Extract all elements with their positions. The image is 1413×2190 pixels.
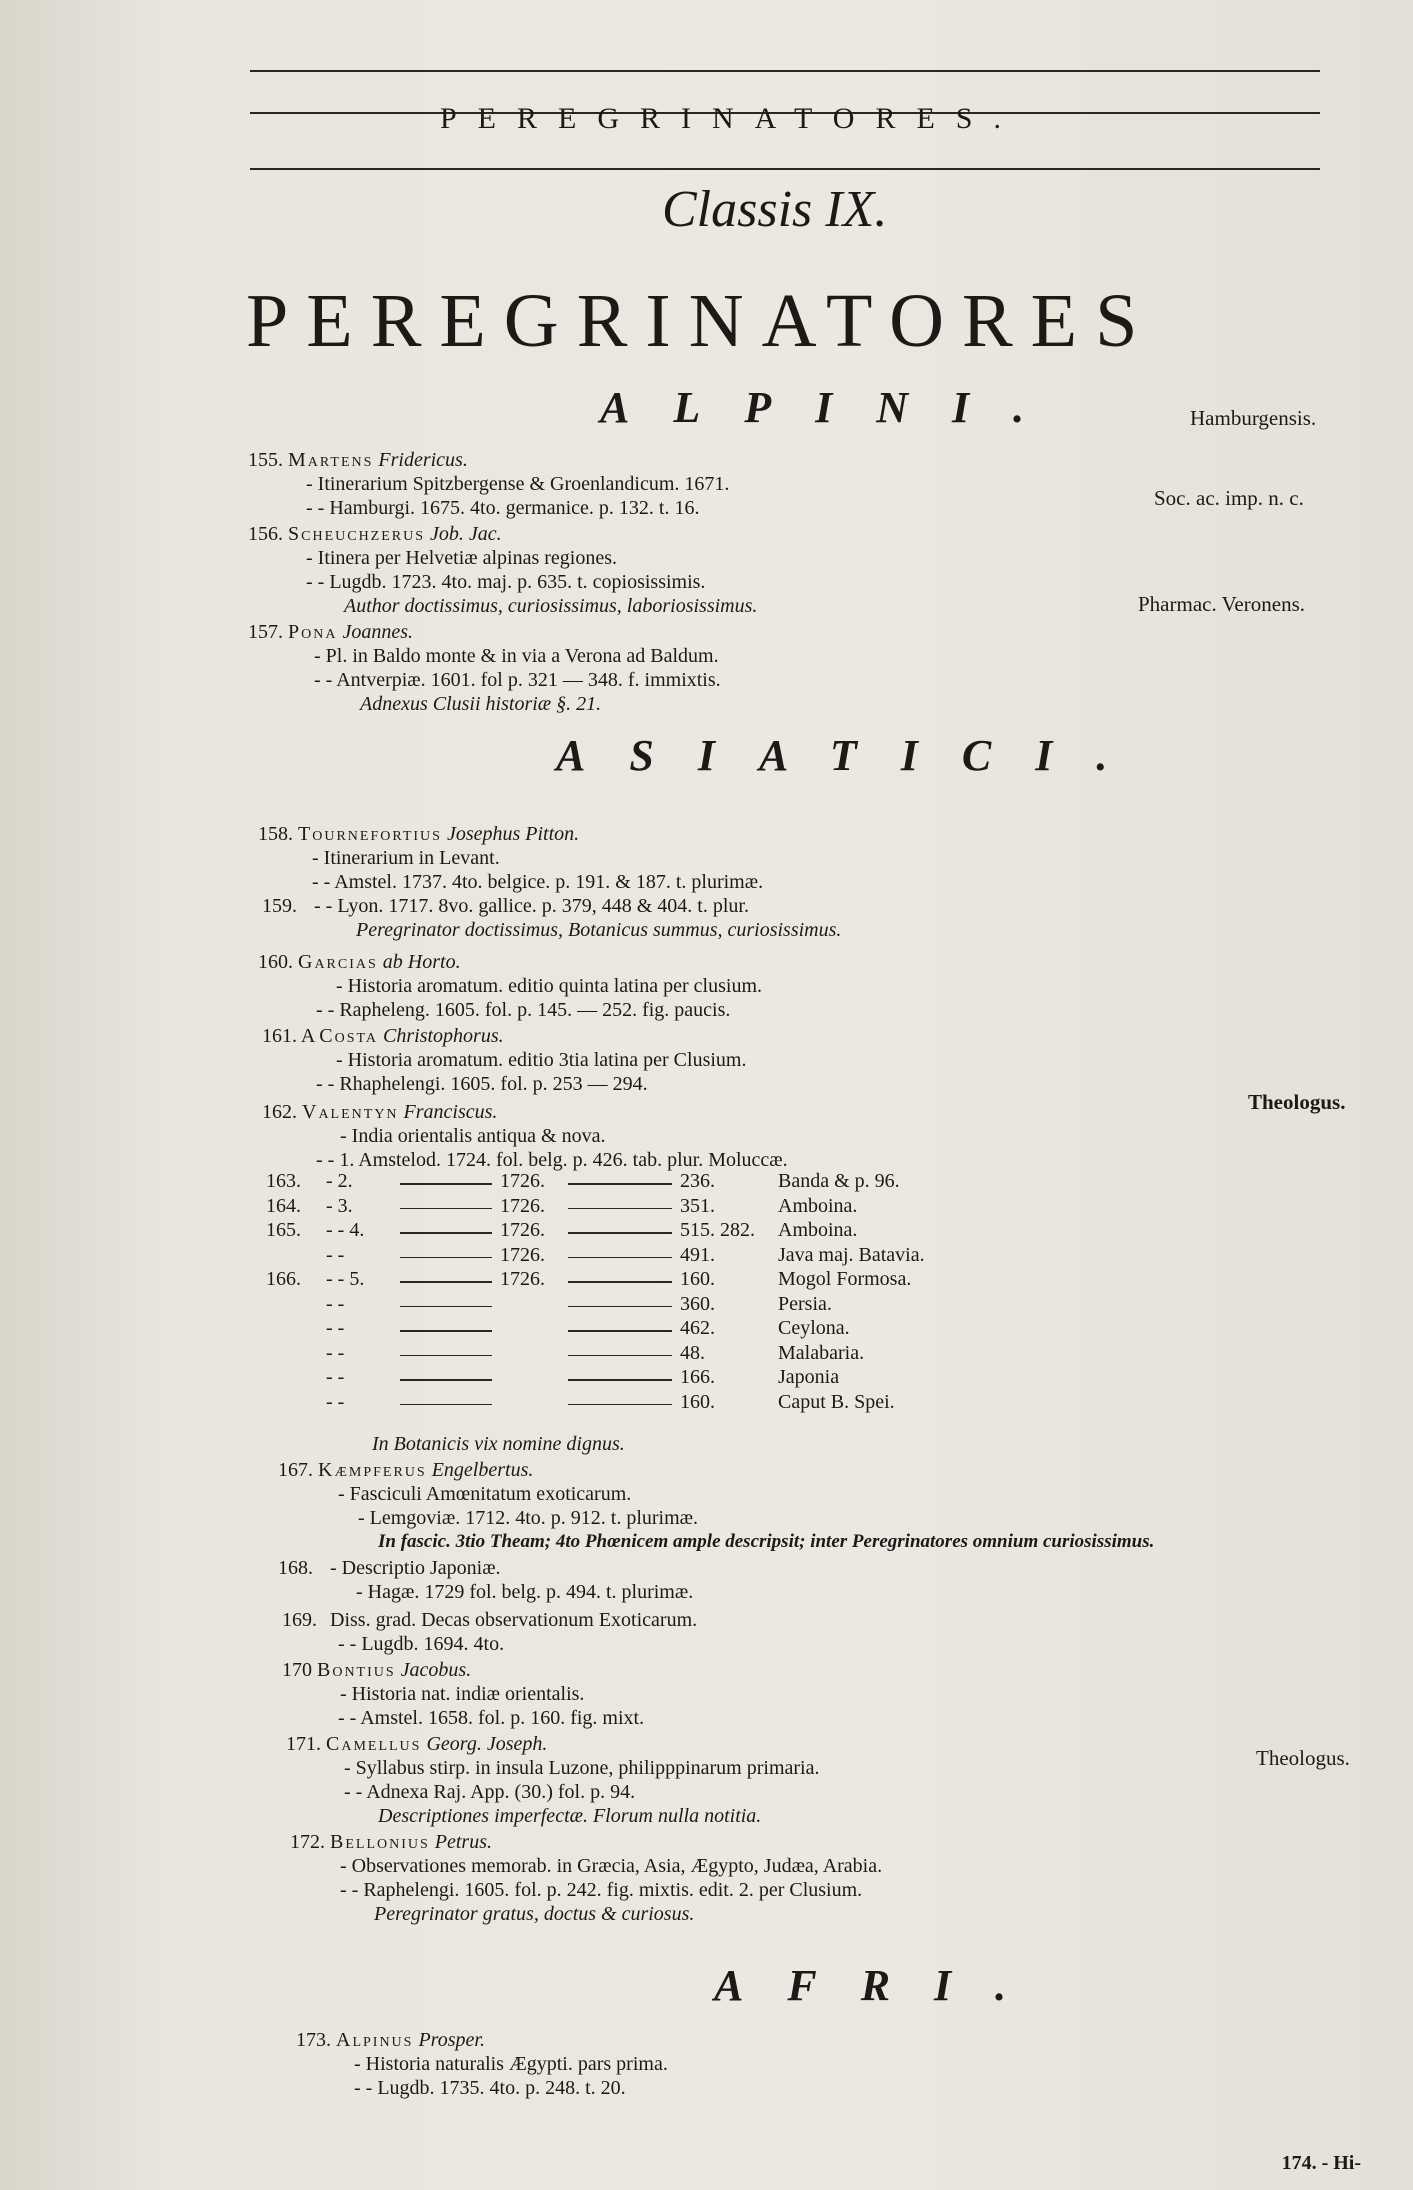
- table-row-dash: [568, 1379, 672, 1381]
- author-name: Valentyn: [302, 1101, 399, 1123]
- table-row-place: Japonia: [778, 1366, 840, 1388]
- table-row-year: 1726.: [500, 1243, 545, 1266]
- top-rule-lower: [250, 168, 1320, 170]
- table-row-place: Java maj. Batavia.: [778, 1243, 925, 1266]
- entry-number: 167.: [278, 1459, 313, 1481]
- author-name: Tournefortius: [298, 823, 442, 845]
- author-name: Kæmpferus: [318, 1459, 427, 1481]
- section-heading-alpini: ALPINI.: [600, 383, 1069, 432]
- entry-line: - Historia aromatum. editio quinta latina per clusium.: [336, 975, 763, 997]
- entry-line: - Historia aromatum. editio 3tia latina per Clusium.: [336, 1049, 747, 1071]
- author-given: Prosper.: [418, 2029, 485, 2051]
- section-heading-asiatici: ASIATICI.: [556, 731, 1152, 780]
- author-given: Jacobus.: [400, 1659, 472, 1681]
- table-row-place: Ceylona.: [778, 1317, 850, 1339]
- table-row-volume: - 2.: [326, 1170, 353, 1192]
- table-row-place: Banda & p. 96.: [778, 1170, 900, 1192]
- author-prefix: A: [300, 1025, 315, 1047]
- entry-line: - Syllabus stirp. in insula Luzone, philipppinarum primaria.: [344, 1757, 820, 1779]
- entry-remark: Peregrinator doctissimus, Botanicus summus, curiosissimus.: [356, 919, 842, 941]
- table-row-dash: [400, 1257, 492, 1259]
- entry-heading: [290, 1830, 882, 1854]
- catchword: 174. - Hi-: [1281, 2152, 1361, 2174]
- author-given: Christophorus.: [383, 1025, 504, 1047]
- entry-line: - Historia nat. indiæ orientalis.: [340, 1683, 585, 1705]
- entry-number: 173.: [296, 2029, 331, 2051]
- entry-number: 172.: [290, 1831, 325, 1853]
- entry-line: - - Amstel. 1737. 4to. belgice. p. 191. & 187. t. plurimæ.: [312, 871, 764, 893]
- entry-line: - Observationes memorab. in Græcia, Asia, Ægypto, Judæa, Arabia.: [340, 1855, 883, 1877]
- entry-heading: [262, 1100, 788, 1124]
- margin-note-pona: Pharmac. Veronens.: [1138, 592, 1305, 616]
- entry-158: [258, 822, 763, 894]
- entry-170: [282, 1658, 644, 1730]
- entry-155: [248, 448, 729, 520]
- table-row-pages: 462.: [680, 1317, 715, 1339]
- table-row-volume: - 3.: [326, 1194, 353, 1217]
- entry-heading: [248, 620, 721, 644]
- entry-line: - - 1. Amstelod. 1724. fol. belg. p. 426. tab. plur. Moluccæ.: [316, 1149, 788, 1171]
- author-name: Alpinus: [336, 2029, 414, 2051]
- table-row-place: Mogol Formosa.: [778, 1268, 912, 1290]
- table-row-dash: [400, 1232, 492, 1234]
- entry-line: - - Raphelengi. 1605. fol. p. 242. fig. mixtis. edit. 2. per Clusium.: [340, 1879, 863, 1901]
- entry-line: Diss. grad. Decas observationum Exoticarum.: [330, 1609, 698, 1631]
- table-row-dash: [400, 1281, 492, 1283]
- table-row-volume: - -: [326, 1341, 345, 1364]
- entry-line: - - Adnexa Raj. App. (30.) fol. p. 94.: [344, 1781, 636, 1803]
- entry-remark: Descriptiones imperfectæ. Florum nulla notitia.: [378, 1805, 762, 1827]
- author-name: Camellus: [326, 1733, 422, 1755]
- entry-line: - - Antverpiæ. 1601. fol p. 321 — 348. f. immixtis.: [314, 669, 721, 691]
- table-row-dash: [568, 1330, 672, 1332]
- entry-heading: [248, 448, 729, 472]
- class-title: Classis IX.: [662, 181, 888, 238]
- table-row-pages: 166.: [680, 1366, 715, 1388]
- author-given: Joannes.: [342, 621, 414, 643]
- entry-number: 161.: [262, 1025, 297, 1047]
- entry-number: 162.: [262, 1101, 297, 1123]
- entry-167: [278, 1458, 1154, 1554]
- entry-line: - Descriptio Japoniæ.: [330, 1557, 501, 1579]
- entry-171: [286, 1732, 819, 1828]
- entry-line: - - Rapheleng. 1605. fol. p. 145. — 252. fig. paucis.: [316, 999, 731, 1021]
- table-row-volume: - -: [326, 1292, 345, 1315]
- entry-remark: In fascic. 3tio Theam; 4to Phœnicem ample descripsit; inter Peregrinatores omnium curiosissimus.: [378, 1531, 1155, 1552]
- table-row-dash: [400, 1404, 492, 1406]
- author-name: Bontius: [317, 1659, 396, 1681]
- table-row-volume: - -: [326, 1317, 345, 1339]
- entry-line: - - Amstel. 1658. fol. p. 160. fig. mixt.: [338, 1707, 645, 1729]
- entry-156: [248, 522, 757, 618]
- table-row-number: 166.: [266, 1268, 301, 1290]
- table-row-volume: - -: [326, 1243, 345, 1266]
- entry-173: [296, 2028, 668, 2100]
- entry-line: - - Rhaphelengi. 1605. fol. p. 253 — 294.: [316, 1073, 648, 1095]
- table-row-dash: [400, 1355, 492, 1357]
- margin-note-scheuchzer: Soc. ac. imp. n. c.: [1154, 486, 1304, 510]
- entry-169: [282, 1608, 697, 1656]
- entry-heading: [258, 950, 762, 974]
- table-row-year: 1726.: [500, 1170, 545, 1192]
- author-name: Scheuchzerus: [288, 523, 426, 545]
- table-row-dash: [400, 1183, 492, 1185]
- table-row-place: Amboina.: [778, 1219, 858, 1241]
- entry-line: - - Lyon. 1717. 8vo. gallice. p. 379, 448 & 404. t. plur.: [314, 895, 749, 917]
- table-row-pages: 515. 282.: [680, 1219, 755, 1241]
- entry-160: [258, 950, 762, 1022]
- table-row-dash: [400, 1208, 492, 1210]
- table-row-dash: [568, 1281, 672, 1283]
- entry-172: [290, 1830, 882, 1926]
- entry-number: 158.: [258, 823, 293, 845]
- table-row-dash: [568, 1306, 672, 1308]
- author-given: Franciscus.: [403, 1101, 498, 1123]
- table-row-pages: 351.: [680, 1194, 715, 1217]
- table-row-volume: - -: [326, 1390, 345, 1413]
- table-row-dash: [400, 1379, 492, 1381]
- author-given: Georg. Joseph.: [426, 1733, 548, 1755]
- table-row-dash: [400, 1330, 492, 1332]
- table-row-number: 165.: [266, 1219, 301, 1241]
- entry-line: - Itinerarium Spitzbergense & Groenlandicum. 1671.: [306, 473, 730, 495]
- entry-number: 156.: [248, 523, 283, 545]
- table-row-pages: 491.: [680, 1243, 715, 1266]
- table-row-volume: - - 5.: [326, 1268, 365, 1290]
- entry-line: - - Lugdb. 1735. 4to. p. 248. t. 20.: [354, 2077, 626, 2099]
- main-title: PEREGRINATORES: [246, 279, 1156, 363]
- entry-number: 169.: [282, 1609, 317, 1631]
- entry-line: - Itinera per Helvetiæ alpinas regiones.: [306, 547, 617, 569]
- author-name: Martens: [288, 449, 374, 471]
- author-name: Garcias: [298, 951, 378, 973]
- valentyn-remark: In Botanicis vix nomine dignus.: [372, 1433, 625, 1455]
- entry-line: - Historia naturalis Ægypti. pars prima.: [354, 2053, 668, 2075]
- table-row-place: Caput B. Spei.: [778, 1390, 895, 1413]
- table-row-place: Malabaria.: [778, 1341, 865, 1364]
- entry-heading: [258, 822, 763, 846]
- margin-note-camellus: Theologus.: [1256, 1746, 1350, 1770]
- entry-remark: Adnexus Clusii historiæ §. 21.: [360, 693, 602, 715]
- entry-heading: [262, 1024, 746, 1048]
- table-row-year: 1726.: [500, 1194, 545, 1217]
- author-given: Petrus.: [434, 1831, 492, 1853]
- margin-note-martens: Hamburgensis.: [1190, 406, 1317, 430]
- table-row-dash: [568, 1232, 672, 1234]
- table-row-pages: 236.: [680, 1170, 715, 1192]
- table-row-place: Persia.: [778, 1292, 832, 1315]
- entry-159: [262, 894, 841, 942]
- entry-number: 157.: [248, 621, 283, 643]
- entry-number: 155.: [248, 449, 283, 471]
- table-row-dash: [400, 1306, 492, 1308]
- author-given: Josephus Pitton.: [446, 823, 580, 845]
- table-row-volume: - - 4.: [326, 1219, 365, 1241]
- entry-remark: Peregrinator gratus, doctus & curiosus.: [374, 1903, 695, 1925]
- table-row-place: Amboina.: [778, 1194, 858, 1217]
- author-name: Pona: [288, 621, 338, 643]
- entry-number: 160.: [258, 951, 293, 973]
- entry-heading: [286, 1732, 819, 1756]
- entry-line: - Fasciculi Amœnitatum exoticarum.: [338, 1483, 632, 1505]
- table-row-year: 1726.: [500, 1268, 545, 1290]
- entry-heading: [278, 1458, 1154, 1482]
- table-row-volume: - -: [326, 1366, 345, 1388]
- table-row-dash: [568, 1355, 672, 1357]
- table-row-year: 1726.: [500, 1219, 545, 1241]
- table-row-pages: 48.: [680, 1341, 705, 1364]
- table-row-pages: 160.: [680, 1268, 715, 1290]
- entry-line: - Itinerarium in Levant.: [312, 847, 500, 869]
- entry-161: [262, 1024, 746, 1096]
- entry-line: - - Lugdb. 1694. 4to.: [338, 1633, 505, 1655]
- entry-number: 171.: [286, 1733, 321, 1755]
- author-given: Fridericus.: [378, 449, 468, 471]
- author-given: Engelbertus.: [431, 1459, 534, 1481]
- entry-line: - - Lugdb. 1723. 4to. maj. p. 635. t. copiosissimis.: [306, 571, 706, 593]
- author-name: Costa: [319, 1025, 379, 1047]
- author-given: ab Horto.: [382, 951, 461, 973]
- table-row-number: 163.: [266, 1170, 301, 1192]
- running-head: PEREGRINATORES.: [440, 102, 1022, 135]
- table-row-dash: [568, 1404, 672, 1406]
- author-name: Bellonius: [330, 1831, 430, 1853]
- table-row-number: 164.: [266, 1194, 301, 1217]
- entry-162: [262, 1100, 788, 1172]
- margin-note-valentyn: Theologus.: [1248, 1090, 1346, 1114]
- entry-number: 168.: [278, 1557, 313, 1579]
- table-row-pages: 360.: [680, 1292, 715, 1315]
- entry-line: - India orientalis antiqua & nova.: [340, 1125, 606, 1147]
- entry-number: 159.: [262, 895, 297, 917]
- entry-line: - Pl. in Baldo monte & in via a Verona ad Baldum.: [314, 645, 719, 667]
- entry-168: [278, 1556, 693, 1604]
- entry-heading: [296, 2028, 668, 2052]
- entry-number: 170: [282, 1659, 312, 1681]
- table-row-dash: [568, 1208, 672, 1210]
- author-given: Job. Jac.: [430, 523, 502, 545]
- entry-heading: [282, 1658, 644, 1682]
- entry-157: [248, 620, 721, 716]
- table-row-pages: 160.: [680, 1390, 715, 1413]
- entry-line: - Hagæ. 1729 fol. belg. p. 494. t. plurimæ.: [356, 1581, 694, 1603]
- entry-line: - - Hamburgi. 1675. 4to. germanice. p. 132. t. 16.: [306, 497, 700, 519]
- entry-line: - Lemgoviæ. 1712. 4to. p. 912. t. plurimæ.: [358, 1507, 698, 1529]
- table-row-dash: [568, 1183, 672, 1185]
- entry-heading: [248, 522, 757, 546]
- section-heading-afri: AFRI.: [714, 1961, 1051, 2010]
- table-row-dash: [568, 1257, 672, 1259]
- entry-remark: Author doctissimus, curiosissimus, laboriosissimus.: [344, 595, 758, 617]
- top-rule-upper: [250, 70, 1320, 72]
